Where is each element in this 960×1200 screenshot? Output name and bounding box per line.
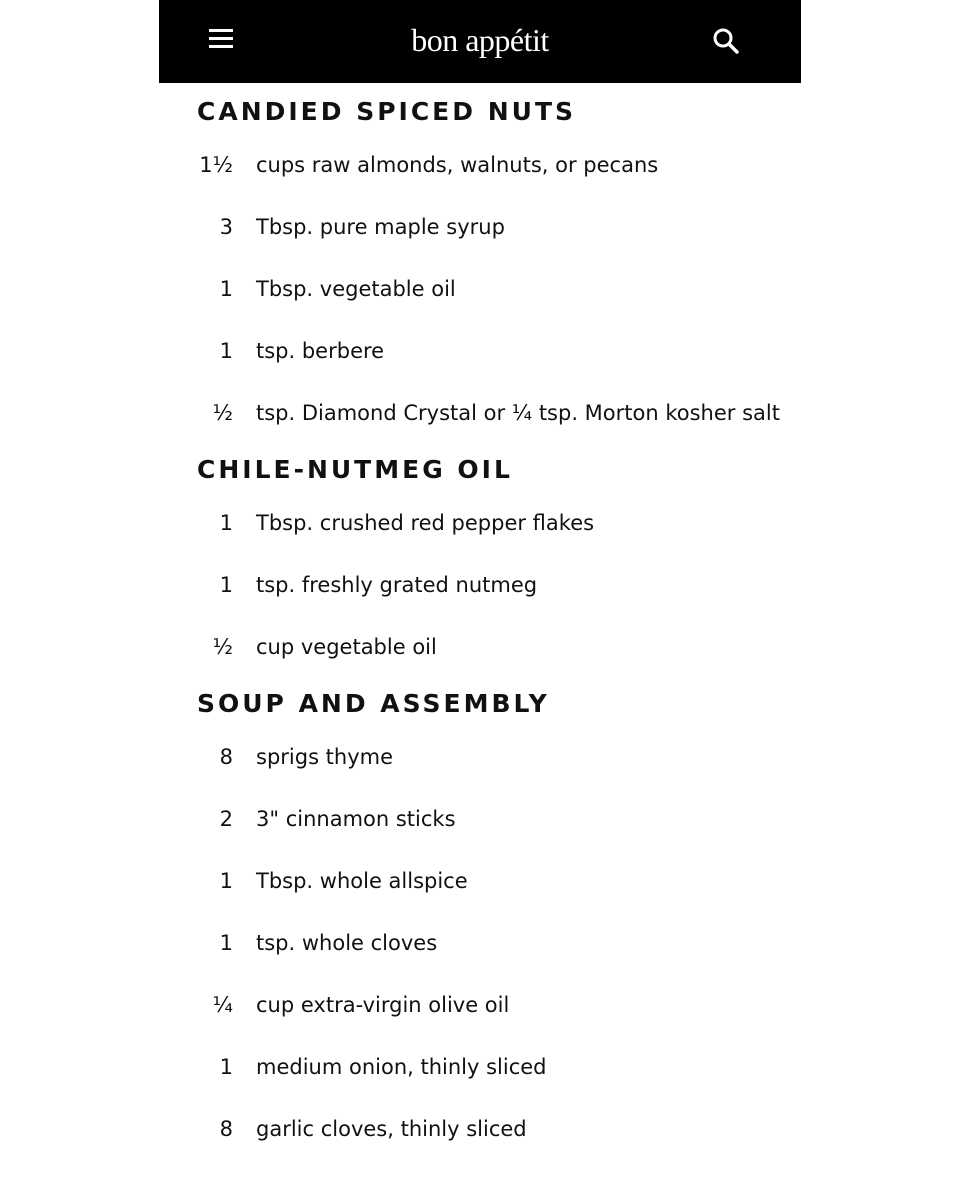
ingredient-row — [197, 492, 797, 554]
ingredient-text: Tbsp. vegetable oil — [256, 277, 456, 301]
ingredient-row — [197, 1098, 797, 1160]
ingredient-row — [197, 554, 797, 616]
ingredient-quantity: 1 — [219, 511, 233, 535]
ingredient-row — [197, 974, 797, 1036]
section-title: CHILE-NUTMEG OIL — [197, 455, 513, 484]
section-title: SOUP AND ASSEMBLY — [197, 689, 550, 718]
ingredient-text: sprigs thyme — [256, 745, 394, 769]
ingredient-text: cups raw almonds, walnuts, or pecans — [256, 153, 659, 177]
ingredient-row — [197, 616, 797, 678]
ingredient-quantity: 1 — [219, 1055, 233, 1079]
ingredient-quantity: 1½ — [199, 153, 233, 177]
ingredient-text: cup vegetable oil — [256, 635, 437, 659]
ingredient-text: tsp. freshly grated nutmeg — [256, 573, 538, 597]
ingredient-quantity: 8 — [219, 745, 233, 769]
ingredient-quantity: 2 — [219, 807, 233, 831]
ingredient-row — [197, 912, 797, 974]
ingredient-text: garlic cloves, thinly sliced — [256, 1117, 527, 1141]
ingredient-row — [197, 258, 797, 320]
ingredient-text: tsp. Diamond Crystal or ¼ tsp. Morton kosher salt — [256, 401, 780, 425]
section-chile-nutmeg-oil — [197, 448, 797, 678]
ingredient-text: Tbsp. pure maple syrup — [256, 215, 505, 239]
ingredient-row — [197, 320, 797, 382]
ingredient-quantity: 1 — [219, 339, 233, 363]
ingredient-quantity: 1 — [219, 869, 233, 893]
ingredient-quantity: ½ — [212, 635, 233, 659]
ingredients-list — [197, 90, 797, 1160]
ingredient-row — [197, 1036, 797, 1098]
ingredient-row — [197, 382, 797, 444]
ingredient-text: medium onion, thinly sliced — [256, 1055, 547, 1079]
ingredient-row — [197, 850, 797, 912]
ingredient-text: 3" cinnamon sticks — [256, 807, 456, 831]
ingredient-text: tsp. whole cloves — [256, 931, 438, 955]
top-navigation-bar — [159, 0, 801, 83]
ingredient-text: cup extra-virgin olive oil — [256, 993, 510, 1017]
section-title: CANDIED SPICED NUTS — [197, 97, 576, 126]
site-logo[interactable]: bon appétit — [411, 22, 549, 58]
ingredient-text: Tbsp. crushed red pepper flakes — [256, 511, 595, 535]
ingredient-row — [197, 726, 797, 788]
ingredient-quantity: 1 — [219, 931, 233, 955]
ingredient-quantity: ½ — [212, 401, 233, 425]
ingredient-row — [197, 196, 797, 258]
ingredient-quantity: 1 — [219, 277, 233, 301]
ingredient-text: Tbsp. whole allspice — [256, 869, 468, 893]
ingredient-quantity: ¼ — [212, 993, 233, 1017]
ingredient-quantity: 8 — [219, 1117, 233, 1141]
ingredient-row — [197, 134, 797, 196]
ingredient-quantity: 1 — [219, 573, 233, 597]
section-candied-spiced-nuts — [197, 90, 797, 444]
ingredient-row — [197, 788, 797, 850]
ingredient-quantity: 3 — [219, 215, 233, 239]
section-soup-and-assembly — [197, 682, 797, 1160]
ingredient-text: tsp. berbere — [256, 339, 385, 363]
search-icon[interactable] — [711, 26, 741, 56]
